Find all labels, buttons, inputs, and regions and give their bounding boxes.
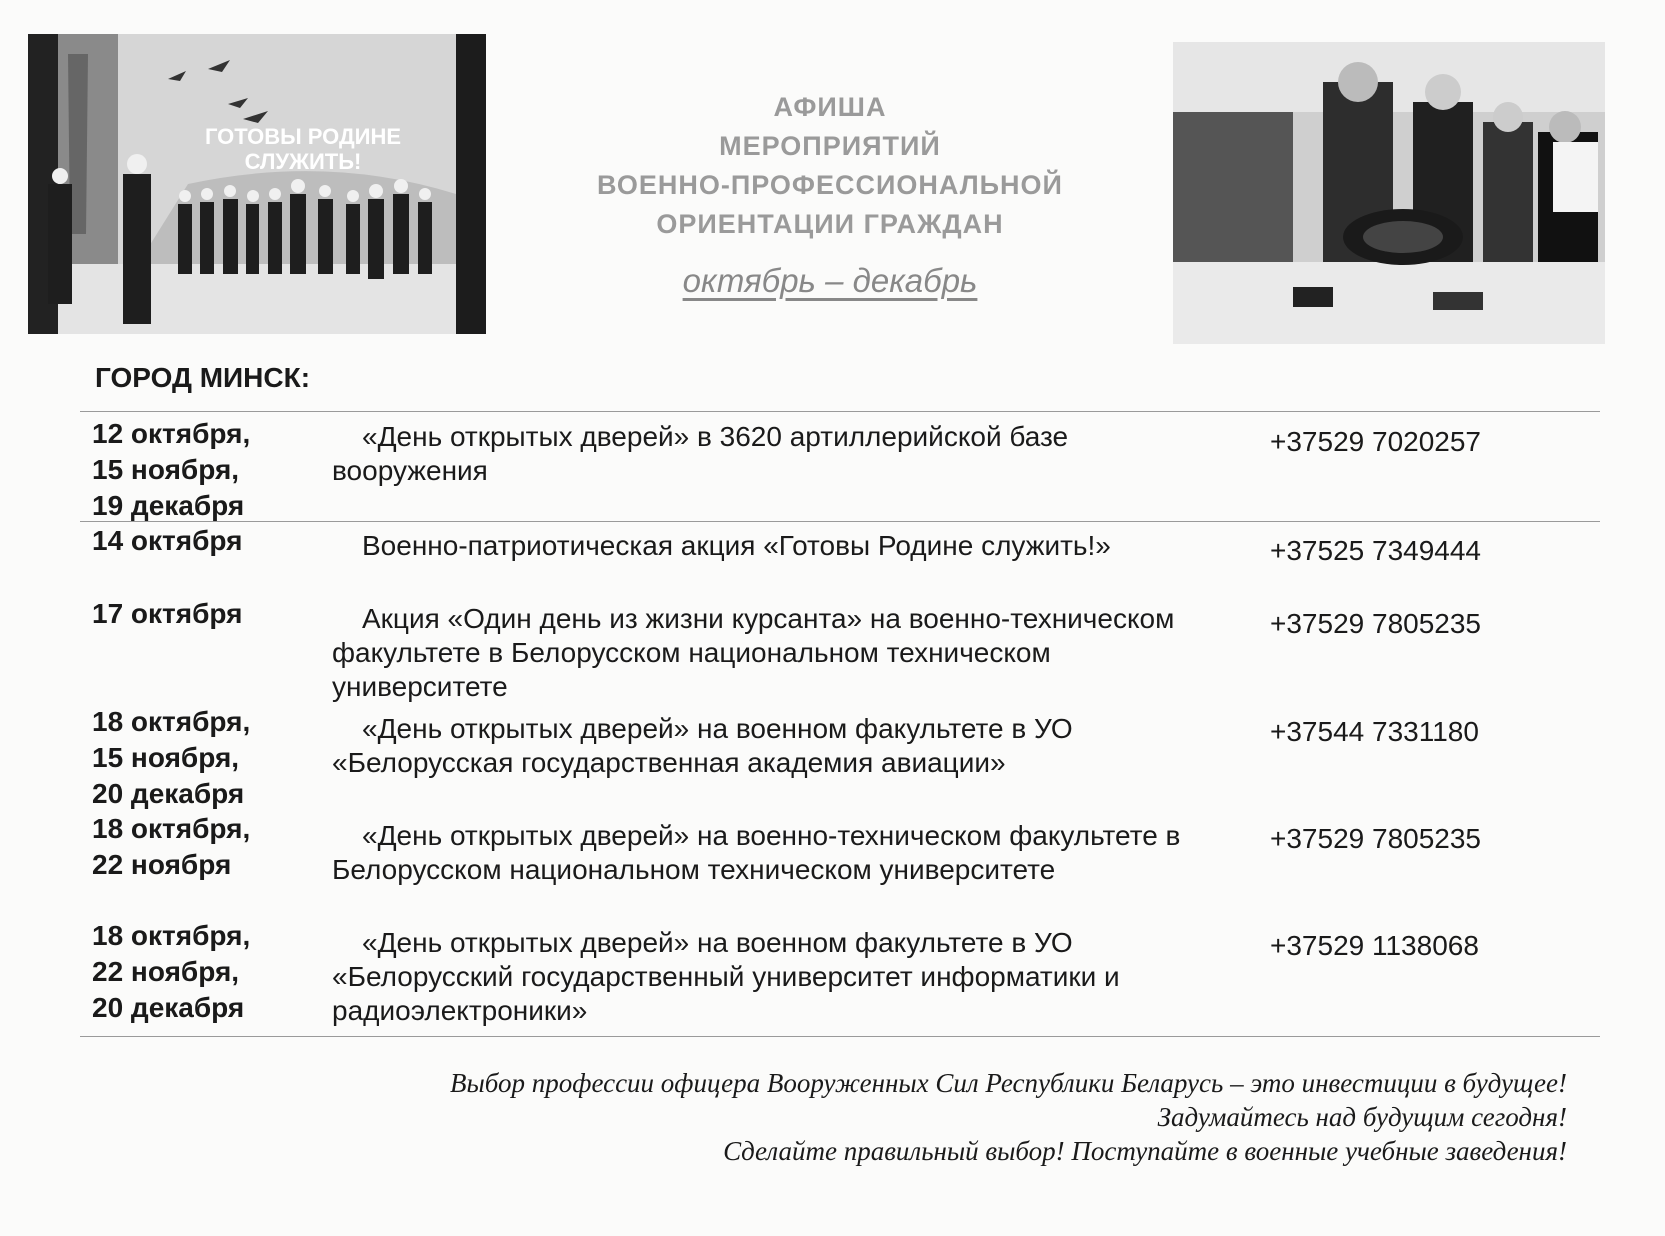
event-date: 19 декабря	[92, 490, 245, 521]
event-phone: +37529 7020257	[1270, 426, 1481, 457]
event-phone: +37544 7331180	[1270, 716, 1479, 747]
stage-banner-text-line1: ГОТОВЫ РОДИНЕ	[204, 124, 402, 149]
table-divider	[80, 1036, 1600, 1037]
poster-header	[560, 88, 1100, 300]
cadets-photo	[1173, 42, 1605, 344]
event-dates	[92, 596, 332, 632]
period-label: октябрь – декабрь	[682, 262, 978, 299]
event-date: 15 ноября,	[92, 742, 240, 773]
header-title-line: АФИША	[773, 92, 887, 122]
stage-banner-text-line2: СЛУЖИТЬ!	[244, 149, 362, 174]
table-divider	[80, 521, 1600, 522]
event-date: 14 октября	[92, 525, 243, 556]
event-dates	[92, 416, 332, 524]
event-date: 20 декабря	[92, 992, 245, 1023]
event-dates	[92, 918, 332, 1026]
header-title-line: ОРИЕНТАЦИИ ГРАЖДАН	[656, 209, 1004, 239]
event-dates	[92, 523, 332, 559]
event-phone: +37529 7805235	[1270, 608, 1481, 639]
event-description: Акция «Один день из жизни курсанта» на военно-техническом факультете в Белорусском национальном техническом университете	[332, 603, 1175, 702]
event-description: «День открытых дверей» на военном факультете в УО «Белорусская государственная академия авиации»	[332, 713, 1073, 778]
header-title-line: МЕРОПРИЯТИЙ	[719, 131, 941, 161]
header-title-line: ВОЕННО-ПРОФЕССИОНАЛЬНОЙ	[597, 170, 1063, 200]
event-date: 18 октября,	[92, 920, 251, 951]
event-dates	[92, 811, 332, 883]
event-date: 22 ноября	[92, 849, 232, 880]
event-phone: +37529 7805235	[1270, 823, 1481, 854]
event-phone: +37529 1138068	[1270, 930, 1479, 961]
ceremony-photo	[28, 34, 486, 334]
event-description: «День открытых дверей» на военном факультете в УО «Белорусский государственный университет информатики и радиоэлектроники»	[332, 927, 1120, 1026]
event-phone: +37525 7349444	[1270, 535, 1481, 566]
footer-line: Задумайтесь над будущим сегодня!	[1157, 1102, 1567, 1132]
event-description: «День открытых дверей» в 3620 артиллерийской базе вооружения	[332, 421, 1069, 486]
footer-line: Выбор профессии офицера Вооруженных Сил Республики Беларусь – это инвестиции в будущее!	[450, 1068, 1567, 1098]
footer-line: Сделайте правильный выбор! Поступайте в военные учебные заведения!	[723, 1136, 1567, 1166]
event-date: 12 октября,	[92, 418, 251, 449]
event-date: 20 декабря	[92, 778, 245, 809]
event-dates	[92, 704, 332, 812]
table-divider	[80, 411, 1600, 412]
event-date: 18 октября,	[92, 813, 251, 844]
footer-slogan	[450, 1066, 1567, 1168]
city-heading: ГОРОД МИНСК:	[95, 362, 311, 393]
event-description: Военно-патриотическая акция «Готовы Родине служить!»	[362, 530, 1111, 561]
event-date: 22 ноября,	[92, 956, 240, 987]
event-description: «День открытых дверей» на военно-техническом факультете в Белорусском национальном техническом университете	[332, 820, 1181, 885]
event-date: 17 октября	[92, 598, 243, 629]
event-date: 15 ноября,	[92, 454, 240, 485]
event-date: 18 октября,	[92, 706, 251, 737]
